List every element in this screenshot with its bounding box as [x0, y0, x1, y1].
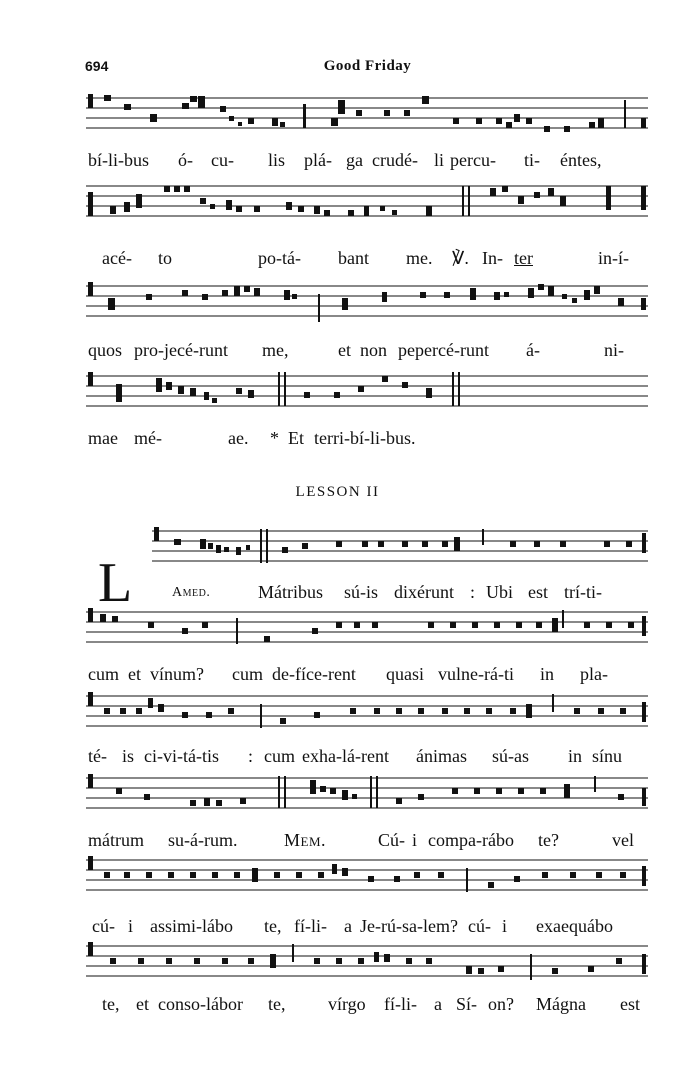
music-staff-5: [152, 525, 650, 565]
syllable: mae: [88, 428, 118, 448]
syllable: trí-ti-: [564, 582, 602, 602]
music-staff-9: [86, 854, 650, 894]
syllable: li: [434, 150, 445, 170]
syllable: i: [128, 916, 134, 936]
staff-lines: [86, 92, 650, 136]
syllable: exha-lá-rent: [302, 746, 389, 766]
syllable: fí-li-: [294, 916, 327, 936]
syllable: té-: [88, 746, 107, 766]
syllable: cum: [88, 664, 119, 684]
syllable: cu-: [211, 150, 234, 170]
syllable: Mem.: [284, 830, 327, 850]
syllable: vínum?: [150, 664, 204, 684]
syllable: ti-: [524, 150, 540, 170]
syllable: ga: [346, 150, 363, 170]
syllable: ae.: [228, 428, 249, 448]
syllable: i: [502, 916, 508, 936]
syllable: pepercé-runt: [398, 340, 489, 360]
syllable: non: [360, 340, 387, 360]
syllable: sú-is: [344, 582, 379, 602]
syllable: et: [128, 664, 141, 684]
syllable: pla-: [580, 664, 608, 684]
staff-lines: [86, 180, 650, 224]
versicle-sign: ℣.: [452, 248, 469, 268]
page-header: [85, 58, 650, 78]
staff-lines: [152, 525, 650, 569]
staff-lines: [86, 772, 650, 816]
drop-cap: L: [98, 552, 133, 614]
syllable: :: [470, 582, 476, 602]
syllable: cú-: [468, 916, 491, 936]
syllable: exaequábo: [536, 916, 613, 936]
syllable: Et: [288, 428, 304, 448]
syllable: Ubi: [486, 582, 513, 602]
syllable: vel: [612, 830, 634, 850]
syllable: te,: [268, 994, 286, 1014]
music-staff-6: [86, 606, 650, 646]
syllable: ni-: [604, 340, 624, 360]
syllable: Mátribus: [258, 582, 323, 602]
syllable: sínu: [592, 746, 623, 766]
syllable: conso-lábor: [158, 994, 243, 1014]
music-staff-8: [86, 772, 650, 812]
staff-lines: [86, 280, 650, 324]
syllable: in: [540, 664, 555, 684]
page-number: 694: [85, 58, 109, 74]
syllable: In-: [482, 248, 503, 268]
syllable: cum: [232, 664, 263, 684]
syllable: plá-: [304, 150, 332, 170]
syllable: is: [122, 746, 135, 766]
syllable: me.: [406, 248, 433, 268]
staff-lines: [86, 606, 650, 650]
syllable: po-tá-: [258, 248, 301, 268]
section-heading: LESSON II: [295, 484, 380, 500]
syllable: te?: [538, 830, 559, 850]
syllable: in: [568, 746, 583, 766]
syllable: pro-jecé-runt: [134, 340, 228, 360]
syllable: lis: [268, 150, 286, 170]
syllable: bant: [338, 248, 369, 268]
syllable: ter: [514, 248, 533, 268]
syllable: to: [158, 248, 173, 268]
syllable: mátrum: [88, 830, 144, 850]
running-title: Good Friday: [323, 58, 412, 74]
syllable: :: [248, 746, 254, 766]
syllable: vulne-rá-ti: [438, 664, 514, 684]
syllable: fí-li-: [384, 994, 417, 1014]
music-staff-3: [86, 280, 650, 320]
syllable: et: [338, 340, 351, 360]
syllable: te,: [102, 994, 120, 1014]
syllable: acé-: [102, 248, 132, 268]
syllable: assimi-lábo: [150, 916, 233, 936]
syllable: cum: [264, 746, 295, 766]
syllable: Sí-: [456, 994, 478, 1014]
music-staff-7: [86, 690, 650, 730]
syllable: mé-: [134, 428, 162, 448]
syllable: i: [412, 830, 418, 850]
staff-lines: [86, 690, 650, 734]
syllable: ci-vi-tá-tis: [144, 746, 219, 766]
syllable: éntes,: [560, 150, 602, 170]
syllable: in-í-: [598, 248, 629, 268]
syllable: me,: [262, 340, 289, 360]
syllable: vírgo: [328, 994, 366, 1014]
syllable: est: [620, 994, 640, 1014]
syllable: de-fíce-rent: [272, 664, 356, 684]
syllable: compa-rábo: [428, 830, 514, 850]
staff-lines: [86, 370, 650, 414]
syllable: cú-: [92, 916, 115, 936]
syllable: Mágna: [536, 994, 586, 1014]
syllable: Amed.: [172, 585, 211, 600]
syllable: quos: [88, 340, 123, 360]
syllable: Cú-: [378, 830, 405, 850]
syllable: Je-rú-sa-lem?: [360, 916, 458, 936]
music-staff-2: [86, 180, 650, 220]
syllable: sú-as: [492, 746, 529, 766]
syllable: percu-: [450, 150, 496, 170]
syllable: terri-bí-li-bus.: [314, 428, 416, 448]
syllable: á-: [526, 340, 540, 360]
syllable: crudé-: [372, 150, 418, 170]
syllable: te,: [264, 916, 282, 936]
staff-lines: [86, 940, 650, 984]
asterisk: *: [270, 428, 279, 448]
music-staff-10: [86, 940, 650, 980]
syllable: dixérunt: [394, 582, 454, 602]
syllable: ánimas: [416, 746, 467, 766]
syllable: bí-li-bus: [88, 150, 149, 170]
syllable: a: [434, 994, 442, 1014]
syllable: su-á-rum.: [168, 830, 238, 850]
music-staff-4: [86, 370, 650, 410]
syllable: on?: [488, 994, 514, 1014]
syllable: et: [136, 994, 149, 1014]
music-staff-1: [86, 92, 650, 132]
staff-lines: [86, 854, 650, 898]
syllable: est: [528, 582, 548, 602]
syllable: ó-: [178, 150, 193, 170]
syllable: a: [344, 916, 352, 936]
syllable: quasi: [386, 664, 424, 684]
